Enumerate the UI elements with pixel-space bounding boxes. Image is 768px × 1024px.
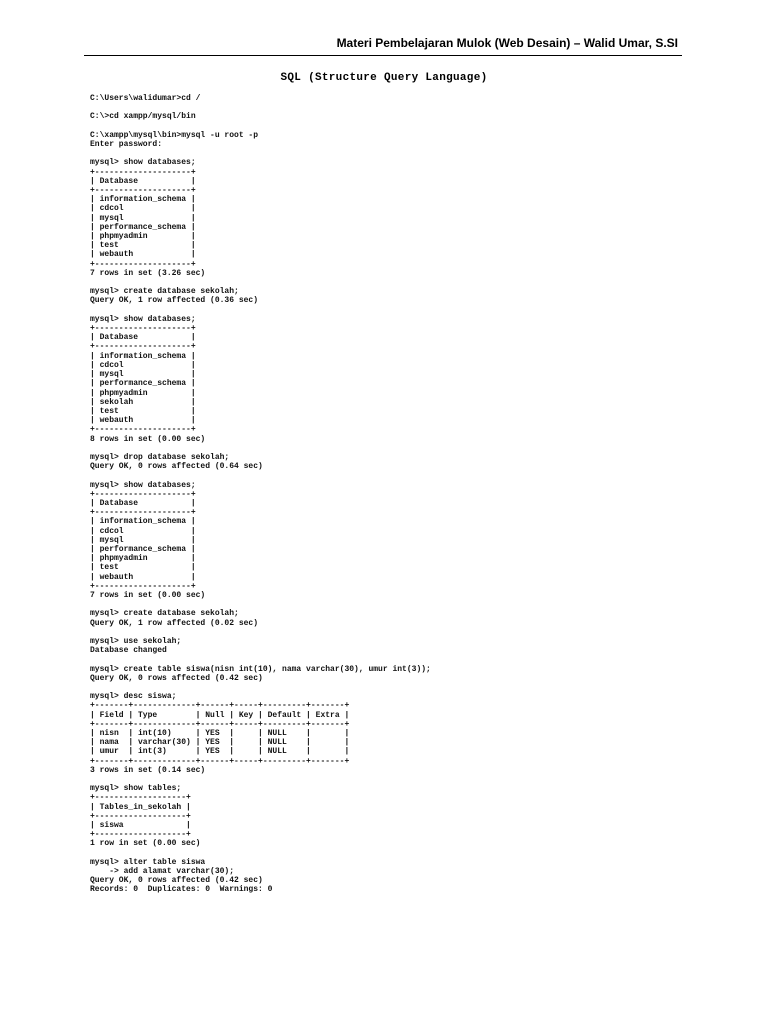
console-line: mysql> create database sekolah; (90, 609, 239, 619)
console-line: +-------+-------------+------+-----+---------+-------+ (90, 719, 350, 729)
console-line: | umur | int(3) | YES | | NULL | | (90, 747, 350, 757)
console-line: | Database | (90, 176, 196, 186)
console-line: Query OK, 1 row affected (0.02 sec) (90, 618, 259, 628)
console-line: | sekolah | (90, 397, 196, 407)
console-line: | nisn | int(10) | YES | | NULL | | (90, 729, 350, 739)
console-line: mysql> drop database sekolah; (90, 452, 230, 462)
console-line: Enter password: (90, 140, 163, 150)
console-line: Records: 0 Duplicates: 0 Warnings: 0 (90, 885, 273, 895)
console-line: +--------------------+ (90, 186, 196, 196)
console-line: +--------------------+ (90, 425, 196, 435)
console-line: | cdcol | (90, 526, 196, 536)
console-line: mysql> show databases; (90, 314, 196, 324)
console-line: | Field | Type | Null | Key | Default | Extra | (90, 710, 350, 720)
console-line: mysql> use sekolah; (90, 636, 182, 646)
console-line: +--------------------+ (90, 342, 196, 352)
page-header: Materi Pembelajaran Mulok (Web Desain) – Walid Umar, S.SI (336, 36, 678, 50)
console-line: | webauth | (90, 572, 196, 582)
console-line: mysql> desc siswa; (90, 692, 177, 702)
console-line: | information_schema | (90, 195, 196, 205)
console-line: | phpmyadmin | (90, 232, 196, 242)
console-line: 3 rows in set (0.14 sec) (90, 765, 206, 775)
console-line: 1 row in set (0.00 sec) (90, 839, 201, 849)
console-line: | phpmyadmin | (90, 388, 196, 398)
console-line: +--------------------+ (90, 489, 196, 499)
console-line: | information_schema | (90, 517, 196, 527)
console-line: | test | (90, 406, 196, 416)
console-line: Query OK, 0 rows affected (0.42 sec) (90, 673, 263, 683)
console-transcript (90, 94, 690, 895)
console-line: +-------------------+ (90, 793, 191, 803)
console-line: | test | (90, 563, 196, 573)
console-line: Query OK, 0 rows affected (0.42 sec) (90, 876, 263, 886)
console-line: 8 rows in set (0.00 sec) (90, 434, 206, 444)
console-line: C:\Users\walidumar>cd / (90, 94, 201, 103)
console-line: | webauth | (90, 416, 196, 426)
console-line: mysql> create table siswa(nisn int(10), nama varchar(30), umur int(3)); (90, 664, 431, 674)
console-line: Database changed (90, 646, 167, 656)
console-line: mysql> show databases; (90, 158, 196, 168)
console-line: mysql> create database sekolah; (90, 287, 239, 297)
header-divider (84, 55, 682, 56)
console-line: +-------+-------------+------+-----+---------+-------+ (90, 756, 350, 766)
console-line: +-------+-------------+------+-----+---------+-------+ (90, 701, 350, 711)
console-line: | information_schema | (90, 351, 196, 361)
console-line: +-------------------+ (90, 830, 191, 840)
console-line: C:\xampp\mysql\bin>mysql -u root -p (90, 130, 259, 140)
console-line: +--------------------+ (90, 508, 196, 518)
console-line: | cdcol | (90, 360, 196, 370)
console-line: Query OK, 0 rows affected (0.64 sec) (90, 462, 263, 472)
console-line: | mysql | (90, 213, 196, 223)
console-line: | webauth | (90, 250, 196, 260)
console-line: mysql> show databases; (90, 480, 196, 490)
console-line: | Tables_in_sekolah | (90, 802, 191, 812)
document-title: SQL (Structure Query Language) (280, 72, 488, 84)
console-line: +-------------------+ (90, 811, 191, 821)
console-line: | cdcol | (90, 204, 196, 214)
console-line: -> add alamat varchar(30); (90, 867, 235, 877)
console-line: +--------------------+ (90, 324, 196, 334)
console-line: | mysql | (90, 535, 196, 545)
console-line: +--------------------+ (90, 259, 196, 269)
console-line: | siswa | (90, 821, 191, 831)
console-line: +--------------------+ (90, 167, 196, 177)
console-line: | nama | varchar(30) | YES | | NULL | | (90, 738, 350, 748)
console-line: | performance_schema | (90, 379, 196, 389)
console-line: | performance_schema | (90, 222, 196, 232)
console-line: | performance_schema | (90, 544, 196, 554)
console-line: mysql> alter table siswa (90, 857, 206, 867)
console-line: Query OK, 1 row affected (0.36 sec) (90, 296, 259, 306)
console-line: | phpmyadmin | (90, 554, 196, 564)
console-line: | Database | (90, 333, 196, 343)
console-line: 7 rows in set (0.00 sec) (90, 590, 206, 600)
console-line: | Database | (90, 498, 196, 508)
console-line: mysql> show tables; (90, 784, 182, 794)
console-line: C:\>cd xampp/mysql/bin (90, 112, 196, 122)
console-line: +--------------------+ (90, 581, 196, 591)
console-line: | mysql | (90, 370, 196, 380)
console-line: | test | (90, 241, 196, 251)
console-line: 7 rows in set (3.26 sec) (90, 268, 206, 278)
